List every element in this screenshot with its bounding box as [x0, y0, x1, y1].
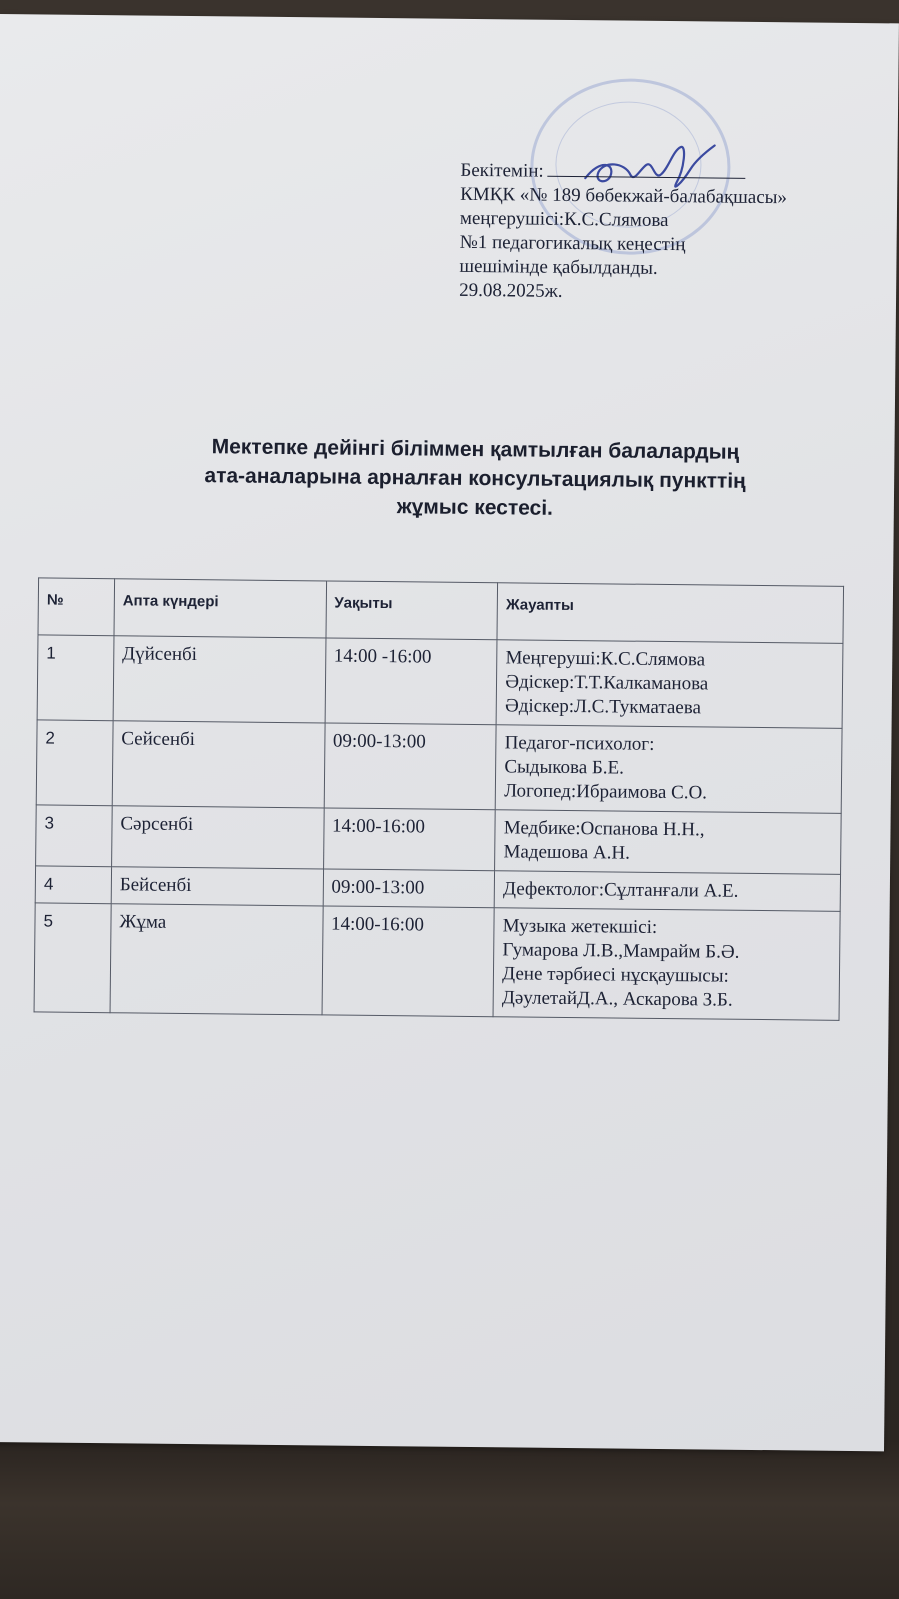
row-responsible	[494, 871, 840, 912]
row-responsible	[495, 725, 842, 814]
row-time: 09:00-13:00	[324, 723, 497, 810]
header-time: Уақыты	[326, 581, 498, 640]
responsible-person: ДәулетайД.А., Аскарова З.Б.	[501, 987, 733, 1011]
row-responsible	[495, 810, 841, 875]
schedule-table	[34, 577, 845, 1020]
row-number: 4	[35, 866, 111, 904]
signature-line	[548, 162, 746, 179]
row-number: 1	[37, 635, 114, 721]
approval-line: меңгерушісі:К.С.Слямова	[459, 207, 669, 232]
responsible-person: Мадешова А.Н.	[503, 841, 631, 864]
approval-date: 29.08.2025ж.	[459, 279, 563, 302]
responsible-person: Дене тәрбиесі нұсқаушысы:	[502, 963, 729, 987]
desk-surface	[0, 1440, 899, 1599]
approval-line: №1 педагогикалық кеңестің	[459, 231, 686, 256]
row-responsible	[496, 640, 843, 729]
responsible-person: Меңгеруші:К.С.Слямова	[505, 647, 706, 671]
row-weekday: Бейсенбі	[111, 867, 323, 906]
document-page	[0, 14, 899, 1451]
row-number: 2	[36, 720, 113, 806]
table-row	[34, 903, 840, 1020]
header-weekday: Апта күндері	[114, 579, 326, 638]
title-line: Мектепке дейінгі біліммен қамтылған балалардың	[211, 435, 740, 464]
row-weekday: Дүйсенбі	[113, 636, 326, 723]
row-responsible	[493, 908, 840, 1021]
responsible-person: Дефектолог:Сұлтанғали А.Е.	[503, 878, 739, 902]
responsible-person: Гумарова Л.В.,Мамрайм Б.Ә.	[502, 939, 740, 963]
responsible-person: Медбике:Оспанова Н.Н.,	[503, 817, 705, 841]
table-header-row	[38, 578, 844, 643]
approval-block	[459, 159, 787, 306]
header-number: №	[38, 578, 114, 636]
responsible-person: Логопед:Ибраимова С.О.	[504, 780, 708, 804]
responsible-person: Сыдыкова Б.Е.	[504, 756, 625, 779]
responsible-person: Әдіскер:Т.Т.Калкаманова	[505, 671, 709, 695]
header-responsible: Жауапты	[497, 583, 843, 644]
row-time: 14:00 -16:00	[325, 638, 498, 725]
responsible-person: Әдіскер:Л.С.Тукматаева	[504, 695, 702, 719]
responsible-person: Педагог-психолог:	[504, 732, 655, 755]
row-weekday: Жұма	[110, 904, 323, 1015]
approval-line: КМҚК «№ 189 бөбекжай-балабақшасы»	[460, 183, 788, 209]
row-weekday: Сәрсенбі	[111, 806, 323, 869]
row-time: 09:00-13:00	[323, 869, 495, 908]
approval-line	[460, 159, 787, 186]
approval-line: шешімінде қабылданды.	[459, 255, 658, 279]
row-number: 5	[34, 903, 111, 1013]
row-number: 3	[36, 805, 113, 867]
title-line: ата-аналарына арналған консультациялық пункттің	[204, 464, 746, 493]
responsible-person: Музыка жетекшісі:	[502, 915, 658, 938]
table-row	[36, 720, 842, 813]
table-row	[37, 635, 843, 728]
table-row	[36, 805, 842, 874]
row-time: 14:00-16:00	[322, 906, 495, 1017]
approval-approve-label: Бекітемін:	[460, 159, 544, 182]
row-weekday: Сейсенбі	[112, 721, 325, 808]
title-line: жұмыс кестесі.	[396, 495, 554, 520]
row-time: 14:00-16:00	[323, 808, 495, 871]
document-title	[115, 431, 836, 526]
